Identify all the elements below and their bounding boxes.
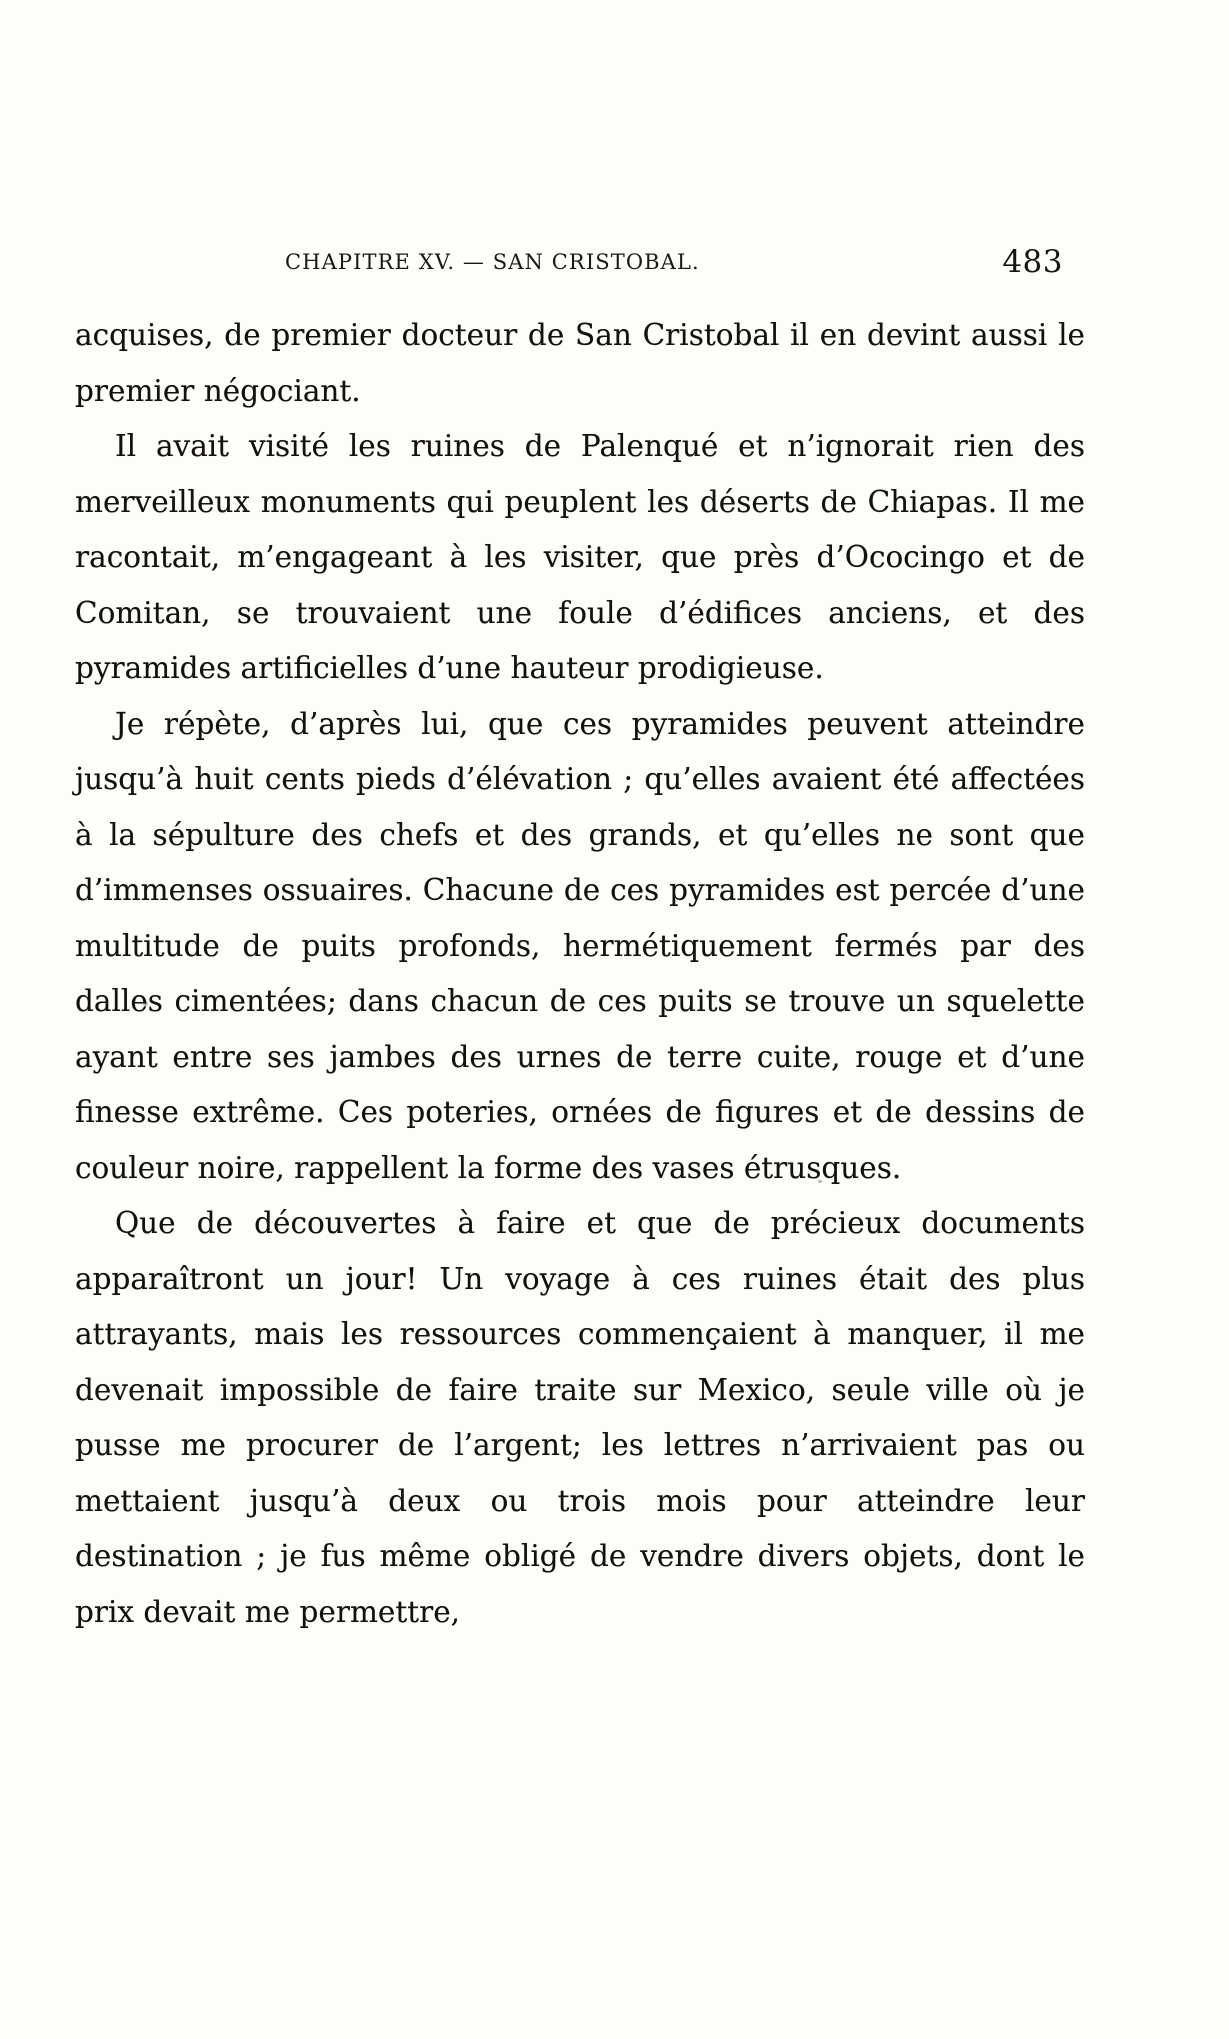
page-number: 483 — [1002, 244, 1063, 280]
body-text — [75, 308, 1085, 1640]
paragraph: Il avait visité les ruines de Palenqué et n’ignorait rien des merveilleux monuments qui peuplent les déserts de Chiapas. Il me racontait, m’engageant à les visiter, que près d’Ococingo et de Comitan, se trouvaient une foule d’édifices anciens, et des pyramides artificielles d’une hauteur prodigieuse. — [75, 429, 1085, 685]
page-content — [75, 244, 1085, 1640]
paragraph: acquises, de premier docteur de San Cristobal il en devint aussi le premier négociant. — [75, 318, 1085, 408]
paragraph: Que de découvertes à faire et que de précieux documents apparaîtront un jour! Un voyage à ces ruines était des plus attrayants, mais les ressources commençaient à manquer, il me devenait impossible de faire traite sur Mexico, seule ville où je pusse me procurer de l’argent; les lettres n’arrivaient pas ou mettaient jusqu’à deux ou trois mois pour atteindre leur destination ; je fus même obligé de vendre divers objets, dont le prix devait me permettre, — [75, 1206, 1085, 1629]
running-head — [75, 244, 1085, 294]
chapter-running-title: CHAPITRE XV. — SAN CRISTOBAL. — [285, 250, 700, 274]
paragraph: Je répète, d’après lui, que ces pyramides peuvent atteindre jusqu’à huit cents pieds d’élévation ; qu’elles avaient été affectées à la sépulture des chefs et des grands, et qu’elles ne sont que d’immenses ossuaires. Chacune de ces pyramides est percée d’une multitude de puits profonds, hermétiquement fermés par des dalles cimentées; dans chacun de ces puits se trouve un squelette ayant entre ses jambes des urnes de terre cuite, rouge et d’une finesse extrême. Ces poteries, ornées de figures et de dessins de couleur noire, rappellent la forme des vases étrusques. — [75, 706, 1085, 1185]
